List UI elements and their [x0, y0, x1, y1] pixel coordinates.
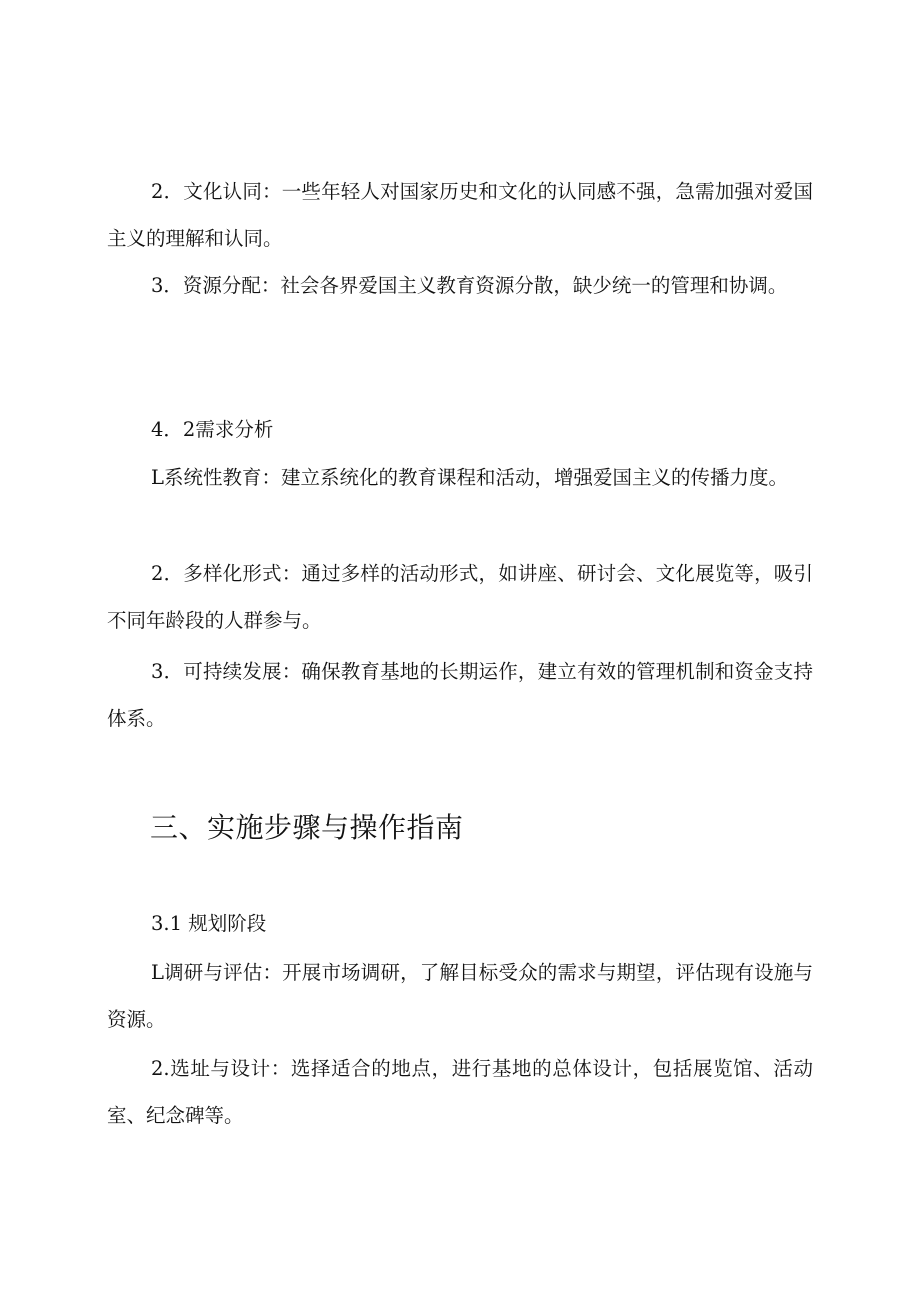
- paragraph-diverse-forms: 2．多样化形式：通过多样的活动形式，如讲座、研讨会、文化展览等，吸引不同年龄段的人群参与。: [107, 562, 813, 632]
- chapter-heading-3: 三、实施步骤与操作指南: [150, 811, 464, 844]
- paragraph-sustainable-development: 3．可持续发展：确保教育基地的长期运作，建立有效的管理机制和资金支持体系。: [107, 660, 813, 730]
- paragraph-site-design: 2.选址与设计：选择适合的地点，进行基地的总体设计，包括展览馆、活动室、纪念碑等。: [107, 1057, 813, 1127]
- paragraph-cultural-identity: 2．文化认同：一些年轻人对国家历史和文化的认同感不强，急需加强对爱国主义的理解和认同。: [107, 180, 813, 250]
- section-heading-4-2: 4．2需求分析: [151, 418, 274, 441]
- section-heading-3-1: 3.1 规划阶段: [151, 912, 267, 935]
- paragraph-research-assessment: L调研与评估：开展市场调研，了解目标受众的需求与期望，评估现有设施与资源。: [107, 961, 813, 1031]
- paragraph-resource-allocation: 3．资源分配：社会各界爱国主义教育资源分散，缺少统一的管理和协调。: [151, 274, 788, 297]
- paragraph-systematic-education: L系统性教育：建立系统化的教育课程和活动，增强爱国主义的传播力度。: [151, 466, 788, 489]
